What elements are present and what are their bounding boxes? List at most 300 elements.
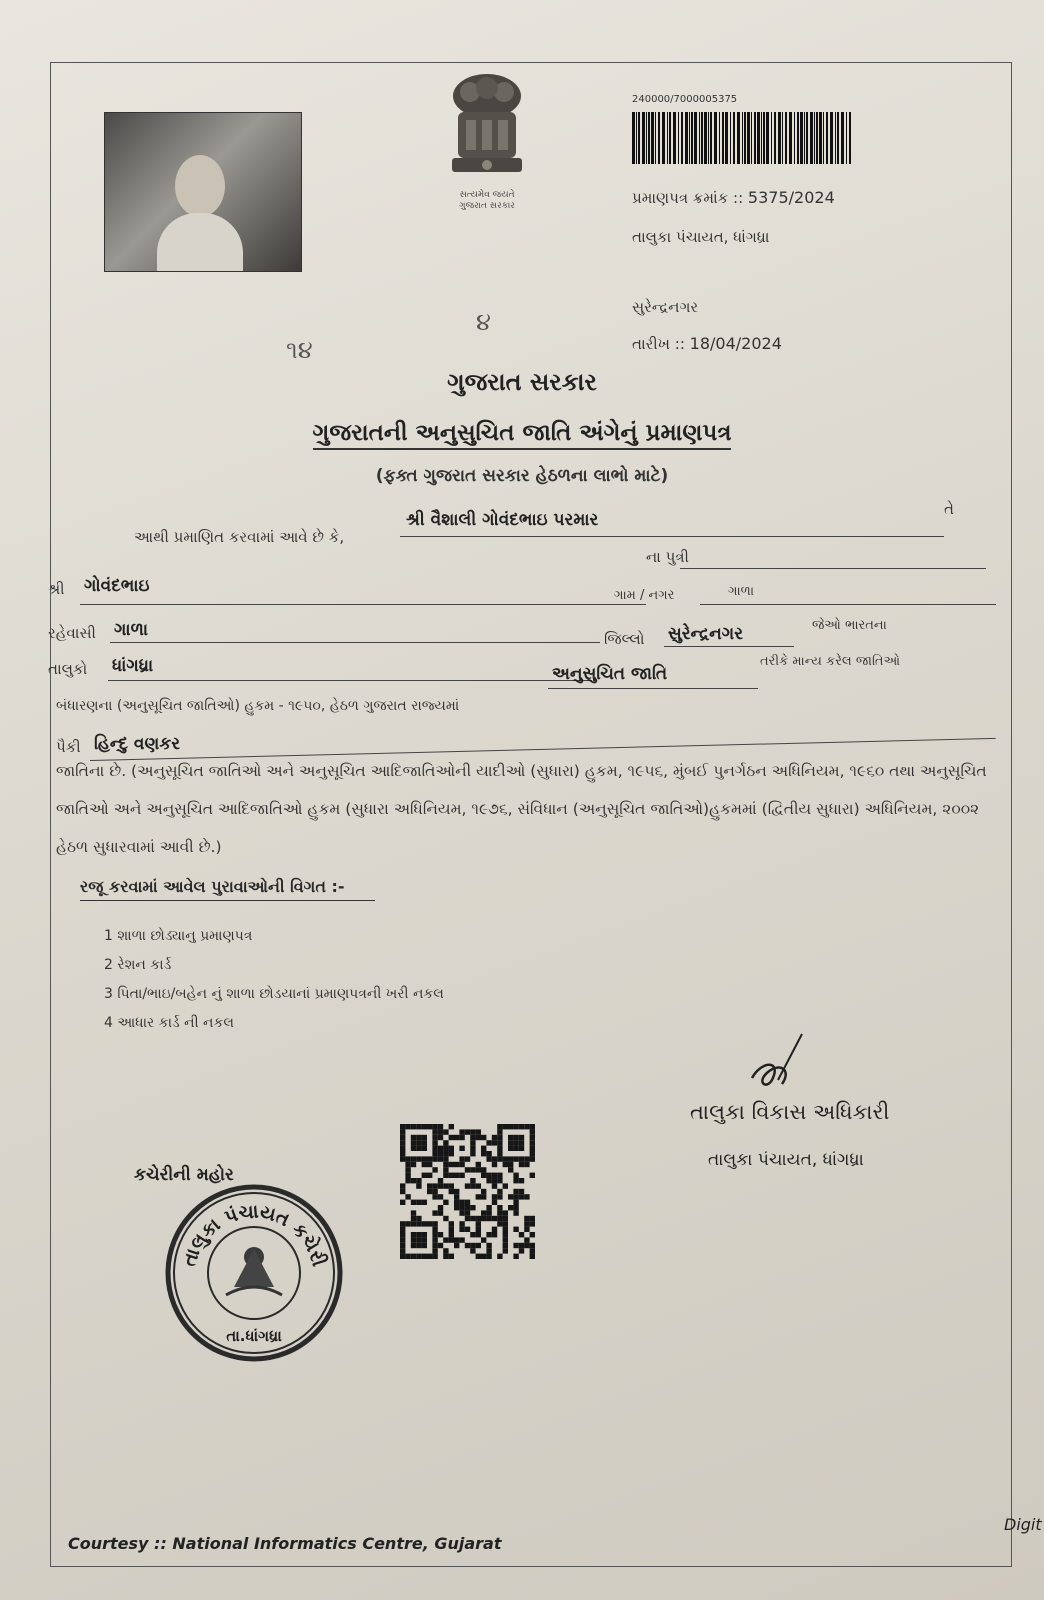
seal-ring-text: તાલુકા પંચાયત કચેરી xyxy=(178,1200,330,1270)
qr-module xyxy=(411,1221,416,1226)
district-value: સુરેન્દ્રનગર xyxy=(668,624,743,644)
barcode-bar xyxy=(763,112,765,164)
qr-module xyxy=(481,1194,486,1199)
qr-module xyxy=(432,1194,437,1199)
barcode xyxy=(632,112,852,164)
qr-module xyxy=(530,1156,535,1161)
qr-module xyxy=(422,1124,427,1129)
qr-module xyxy=(519,1232,524,1237)
qr-module xyxy=(449,1173,454,1178)
barcode-bar xyxy=(837,112,839,164)
father-name: ગોવંદભાઇ xyxy=(84,576,150,596)
qr-module xyxy=(486,1178,491,1183)
qr-module xyxy=(530,1232,535,1237)
applicant-photo xyxy=(104,112,302,272)
certificate-subtitle: (ફક્ત ગુજરાત સરકાર હેઠળના લાભો માટે) xyxy=(375,466,669,486)
qr-module xyxy=(449,1254,454,1259)
qr-module xyxy=(486,1156,491,1161)
qr-module xyxy=(497,1254,502,1259)
qr-module xyxy=(449,1237,454,1242)
emblem-caption-line1: સત્યમેવ જયતે xyxy=(459,190,515,200)
village-line xyxy=(700,604,996,605)
qr-module xyxy=(416,1254,421,1259)
qr-module xyxy=(427,1173,432,1178)
qr-module xyxy=(481,1254,486,1259)
qr-module xyxy=(400,1254,405,1259)
qr-module xyxy=(405,1162,410,1167)
qr-module xyxy=(497,1173,502,1178)
qr-module xyxy=(459,1205,464,1210)
barcode-bar xyxy=(754,112,756,164)
barcode-bar xyxy=(797,112,799,164)
qr-module xyxy=(513,1205,518,1210)
barcode-bar xyxy=(681,112,683,164)
qr-module xyxy=(476,1135,481,1140)
qr-module xyxy=(400,1146,405,1151)
holder-name: શ્રી વૈશાલી ગોવંદભાઇ પરમાર xyxy=(406,510,599,530)
qr-module xyxy=(530,1221,535,1226)
qr-module xyxy=(449,1221,454,1226)
qr-module xyxy=(405,1167,410,1172)
qr-module xyxy=(513,1210,518,1215)
whom-text: જેઓ ભારતના xyxy=(812,618,887,633)
qr-module xyxy=(422,1156,427,1161)
qr-module xyxy=(486,1216,491,1221)
qr-module xyxy=(427,1162,432,1167)
barcode-bar xyxy=(830,112,833,164)
qr-module xyxy=(481,1146,486,1151)
qr-module xyxy=(503,1156,508,1161)
qr-module xyxy=(513,1200,518,1205)
qr-module xyxy=(497,1146,502,1151)
qr-module xyxy=(438,1124,443,1129)
qr-module xyxy=(411,1254,416,1259)
qr-module xyxy=(438,1194,443,1199)
barcode-bar xyxy=(785,112,787,164)
caste-value: હિન્દુ વણકર xyxy=(94,734,181,754)
qr-module xyxy=(432,1243,437,1248)
qr-module xyxy=(530,1140,535,1145)
qr-module xyxy=(432,1248,437,1253)
photo-body xyxy=(157,213,243,271)
qr-module xyxy=(513,1194,518,1199)
qr-module xyxy=(497,1221,502,1226)
qr-module xyxy=(513,1156,518,1161)
qr-module xyxy=(422,1237,427,1242)
father-name-line xyxy=(80,604,646,605)
qr-module xyxy=(432,1183,437,1188)
qr-module xyxy=(497,1156,502,1161)
qr-module xyxy=(438,1210,443,1215)
barcode-bar xyxy=(766,112,769,164)
barcode-bar xyxy=(823,112,824,164)
qr-module xyxy=(476,1232,481,1237)
qr-module xyxy=(497,1124,502,1129)
qr-module xyxy=(503,1162,508,1167)
handwritten-mark-1: ૧૪ xyxy=(286,336,313,364)
holder-name-line xyxy=(400,536,944,537)
taluka-value: ધાંગધ્રા xyxy=(112,656,154,676)
qr-module xyxy=(476,1216,481,1221)
qr-module xyxy=(530,1248,535,1253)
qr-module xyxy=(503,1216,508,1221)
qr-module xyxy=(513,1135,518,1140)
qr-module xyxy=(443,1237,448,1242)
qr-module xyxy=(476,1167,481,1172)
resident-line xyxy=(110,642,600,643)
qr-module xyxy=(486,1232,491,1237)
office-seal-label: કચેરીની મહોર xyxy=(134,1165,234,1185)
qr-module xyxy=(503,1232,508,1237)
barcode-bar xyxy=(632,112,635,164)
barcode-bar xyxy=(778,112,781,164)
qr-module xyxy=(432,1135,437,1140)
qr-module xyxy=(519,1194,524,1199)
courtesy-footer: Courtesy :: National Informatics Centre, Gujarat xyxy=(68,1534,502,1553)
qr-module xyxy=(497,1189,502,1194)
qr-module xyxy=(411,1200,416,1205)
qr-module xyxy=(438,1146,443,1151)
barcode-bar xyxy=(774,112,776,164)
qr-module xyxy=(503,1210,508,1215)
qr-module xyxy=(503,1124,508,1129)
qr-module xyxy=(486,1173,491,1178)
qr-module xyxy=(416,1221,421,1226)
qr-module xyxy=(438,1183,443,1188)
qr-module xyxy=(497,1216,502,1221)
qr-module xyxy=(432,1210,437,1215)
certificate-number-row xyxy=(632,188,835,207)
taluka-line xyxy=(108,680,592,681)
resident-label: રહેવાસી xyxy=(48,624,96,642)
qr-module xyxy=(519,1146,524,1151)
qr-module xyxy=(443,1151,448,1156)
qr-module xyxy=(416,1243,421,1248)
recognized-text: તરીકે માન્ય કરેલ જાતિઓ xyxy=(760,654,901,669)
qr-module xyxy=(486,1210,491,1215)
qr-module xyxy=(422,1243,427,1248)
qr-module xyxy=(438,1129,443,1134)
qr-module xyxy=(503,1248,508,1253)
qr-module xyxy=(481,1237,486,1242)
emblem-caption-line2: ગુજરાત સરકાર xyxy=(459,201,515,211)
barcode-bar xyxy=(751,112,752,164)
barcode-bar xyxy=(648,112,650,164)
certify-text: આથી પ્રમાણિત કરવામાં આવે છે કે, xyxy=(134,528,345,546)
qr-module xyxy=(513,1124,518,1129)
qr-module xyxy=(400,1232,405,1237)
qr-module xyxy=(519,1140,524,1145)
barcode-bar xyxy=(737,112,740,164)
qr-module xyxy=(443,1156,448,1161)
qr-module xyxy=(508,1135,513,1140)
qr-module xyxy=(476,1221,481,1226)
barcode-bar xyxy=(730,112,731,164)
qr-module xyxy=(470,1135,475,1140)
qr-module xyxy=(530,1216,535,1221)
issuing-office: તાલુકા પંચાયત, ધાંગધ્રા xyxy=(632,228,770,246)
qr-module xyxy=(400,1135,405,1140)
qr-module xyxy=(492,1140,497,1145)
qr-module xyxy=(519,1135,524,1140)
barcode-bar xyxy=(662,112,665,164)
qr-module xyxy=(465,1210,470,1215)
handwritten-mark-2: ૪ xyxy=(476,308,491,336)
qr-module xyxy=(481,1210,486,1215)
qr-module xyxy=(432,1254,437,1259)
document-item: 2 રેશન કાર્ડ xyxy=(104,957,172,973)
qr-module xyxy=(492,1232,497,1237)
district-line xyxy=(664,646,794,647)
government-title: ગુજરાત સરકાર xyxy=(447,368,597,396)
certificate-number-label: પ્રમાણપત્ર ક્રમાંક :: xyxy=(632,189,744,207)
qr-module xyxy=(438,1232,443,1237)
barcode-bar xyxy=(733,112,735,164)
barcode-bar xyxy=(747,112,750,164)
qr-module xyxy=(530,1124,535,1129)
qr-module xyxy=(432,1124,437,1129)
qr-module xyxy=(470,1151,475,1156)
qr-module xyxy=(438,1205,443,1210)
qr-module xyxy=(432,1232,437,1237)
qr-module xyxy=(443,1183,448,1188)
qr-module xyxy=(432,1189,437,1194)
barcode-bar xyxy=(669,112,671,164)
qr-module xyxy=(524,1227,529,1232)
qr-module xyxy=(432,1140,437,1145)
qr-module xyxy=(465,1129,470,1134)
qr-module xyxy=(492,1156,497,1161)
qr-module xyxy=(432,1156,437,1161)
qr-module xyxy=(476,1194,481,1199)
qr-module xyxy=(443,1146,448,1151)
qr-module xyxy=(411,1232,416,1237)
qr-module xyxy=(459,1237,464,1242)
qr-module xyxy=(459,1200,464,1205)
qr-module xyxy=(470,1243,475,1248)
qr-module xyxy=(422,1221,427,1226)
qr-module xyxy=(492,1200,497,1205)
village-label: ગામ / નગર xyxy=(614,588,675,603)
issue-date-row xyxy=(632,334,782,353)
barcode-bar xyxy=(667,112,668,164)
qr-module xyxy=(508,1162,513,1167)
qr-module xyxy=(492,1173,497,1178)
qr-module xyxy=(416,1183,421,1188)
qr-module xyxy=(438,1178,443,1183)
qr-module xyxy=(481,1167,486,1172)
qr-module xyxy=(486,1205,491,1210)
qr-module xyxy=(459,1129,464,1134)
resident-value: ગાળા xyxy=(114,620,148,640)
qr-module xyxy=(438,1243,443,1248)
documents-list xyxy=(104,922,444,1038)
qr-module xyxy=(530,1129,535,1134)
category-line xyxy=(548,688,758,689)
document-item: 4 આધાર કાર્ડ ની નકલ xyxy=(104,1015,234,1031)
qr-module xyxy=(530,1173,535,1178)
barcode-bar xyxy=(814,112,815,164)
qr-module xyxy=(443,1162,448,1167)
qr-module xyxy=(470,1205,475,1210)
qr-module xyxy=(400,1248,405,1253)
qr-module xyxy=(427,1221,432,1226)
barcode-bar xyxy=(742,112,743,164)
order-text: બંધારણના (અનુસૂચિત જાતિઓ) હુકમ - ૧૯૫૦, હેઠળ ગુજરાત રાજ્યમાં xyxy=(56,698,460,714)
qr-module xyxy=(492,1178,497,1183)
qr-module xyxy=(449,1183,454,1188)
barcode-bar xyxy=(701,112,703,164)
qr-module xyxy=(400,1189,405,1194)
qr-module xyxy=(465,1183,470,1188)
barcode-bar xyxy=(761,112,762,164)
barcode-bar xyxy=(655,112,656,164)
qr-module xyxy=(465,1167,470,1172)
barcode-bar xyxy=(710,112,712,164)
qr-module xyxy=(465,1243,470,1248)
qr-module xyxy=(432,1221,437,1226)
qr-module xyxy=(416,1237,421,1242)
qr-module xyxy=(449,1135,454,1140)
document-item: 3 પિતા/ભાઇ/બહેન નું શાળા છોડયાનાં પ્રમાણપત્રની ખરી નકલ xyxy=(104,986,444,1002)
qr-module xyxy=(454,1162,459,1167)
qr-module xyxy=(411,1243,416,1248)
qr-module xyxy=(503,1237,508,1242)
barcode-bar xyxy=(841,112,844,164)
qr-module xyxy=(405,1194,410,1199)
qr-module xyxy=(400,1183,405,1188)
qr-module xyxy=(411,1162,416,1167)
barcode-bar xyxy=(704,112,707,164)
qr-module xyxy=(411,1178,416,1183)
qr-module xyxy=(459,1173,464,1178)
qr-module xyxy=(470,1167,475,1172)
qr-module xyxy=(438,1135,443,1140)
qr-module xyxy=(400,1156,405,1161)
barcode-bar xyxy=(816,112,818,164)
barcode-bar xyxy=(719,112,720,164)
qr-module xyxy=(411,1156,416,1161)
barcode-bar xyxy=(636,112,637,164)
qr-module xyxy=(497,1210,502,1215)
qr-module xyxy=(416,1200,421,1205)
qr-module xyxy=(400,1200,405,1205)
qr-module xyxy=(432,1167,437,1172)
qr-module xyxy=(411,1216,416,1221)
barcode-bar xyxy=(685,112,688,164)
barcode-bar xyxy=(694,112,697,164)
qr-module xyxy=(519,1189,524,1194)
qr-module xyxy=(422,1162,427,1167)
qr-module xyxy=(443,1140,448,1145)
qr-module xyxy=(405,1178,410,1183)
qr-module xyxy=(492,1216,497,1221)
qr-module xyxy=(432,1237,437,1242)
qr-module xyxy=(503,1243,508,1248)
qr-module xyxy=(459,1162,464,1167)
qr-module xyxy=(465,1227,470,1232)
qr-module xyxy=(530,1254,535,1259)
qr-module xyxy=(497,1205,502,1210)
qr-module xyxy=(481,1173,486,1178)
barcode-bar xyxy=(771,112,772,164)
barcode-bar xyxy=(826,112,828,164)
qr-module xyxy=(459,1156,464,1161)
qr-module xyxy=(508,1156,513,1161)
qr-module xyxy=(486,1243,491,1248)
qr-module xyxy=(443,1200,448,1205)
qr-module xyxy=(519,1248,524,1253)
barcode-bar xyxy=(642,112,645,164)
barcode-bar xyxy=(678,112,679,164)
qr-module xyxy=(470,1232,475,1237)
qr-module xyxy=(519,1124,524,1129)
qr-module xyxy=(465,1205,470,1210)
qr-module xyxy=(422,1146,427,1151)
barcode-bar xyxy=(744,112,746,164)
qr-module xyxy=(443,1167,448,1172)
documents-heading: રજૂ કરવામાં આવેલ પુરાવાઓની વિગત :- xyxy=(80,877,375,901)
that-suffix: તે xyxy=(944,500,954,518)
qr-module xyxy=(459,1227,464,1232)
qr-module xyxy=(416,1216,421,1221)
qr-module xyxy=(497,1178,502,1183)
qr-module xyxy=(503,1227,508,1232)
qr-module xyxy=(492,1194,497,1199)
qr-module xyxy=(519,1156,524,1161)
qr-module xyxy=(513,1243,518,1248)
qr-module xyxy=(422,1173,427,1178)
category-value: અનુસુચિત જાતિ xyxy=(552,664,668,684)
qr-module xyxy=(411,1237,416,1242)
barcode-bar xyxy=(708,112,709,164)
barcode-bar xyxy=(849,112,851,164)
qr-module xyxy=(530,1135,535,1140)
qr-module xyxy=(400,1243,405,1248)
qr-module xyxy=(427,1124,432,1129)
barcode-bar xyxy=(806,112,808,164)
qr-module xyxy=(524,1194,529,1199)
qr-module xyxy=(470,1146,475,1151)
qr-module xyxy=(481,1135,486,1140)
qr-module xyxy=(443,1216,448,1221)
qr-module xyxy=(476,1243,481,1248)
issue-date-label: તારીખ :: xyxy=(632,335,685,353)
qr-module xyxy=(400,1140,405,1145)
qr-module xyxy=(530,1243,535,1248)
document-item: 1 શાળા છોડ્યાનુ પ્રમાણપત્ર xyxy=(104,928,253,944)
qr-code xyxy=(398,1118,538,1268)
qr-module xyxy=(416,1124,421,1129)
qr-module xyxy=(481,1189,486,1194)
qr-module xyxy=(459,1146,464,1151)
qr-module xyxy=(492,1135,497,1140)
qr-module xyxy=(432,1129,437,1134)
qr-module xyxy=(427,1254,432,1259)
qr-module xyxy=(443,1254,448,1259)
qr-module xyxy=(513,1227,518,1232)
signatory-office: તાલુકા પંચાયત, ધાંગધ્રા xyxy=(708,1150,864,1170)
qr-module xyxy=(486,1254,491,1259)
qr-module xyxy=(459,1221,464,1226)
qr-module xyxy=(476,1254,481,1259)
child-of-line xyxy=(680,568,986,569)
barcode-bar xyxy=(714,112,717,164)
qr-module xyxy=(492,1227,497,1232)
qr-module xyxy=(524,1243,529,1248)
issue-date: 18/04/2024 xyxy=(689,334,782,353)
qr-module xyxy=(476,1183,481,1188)
